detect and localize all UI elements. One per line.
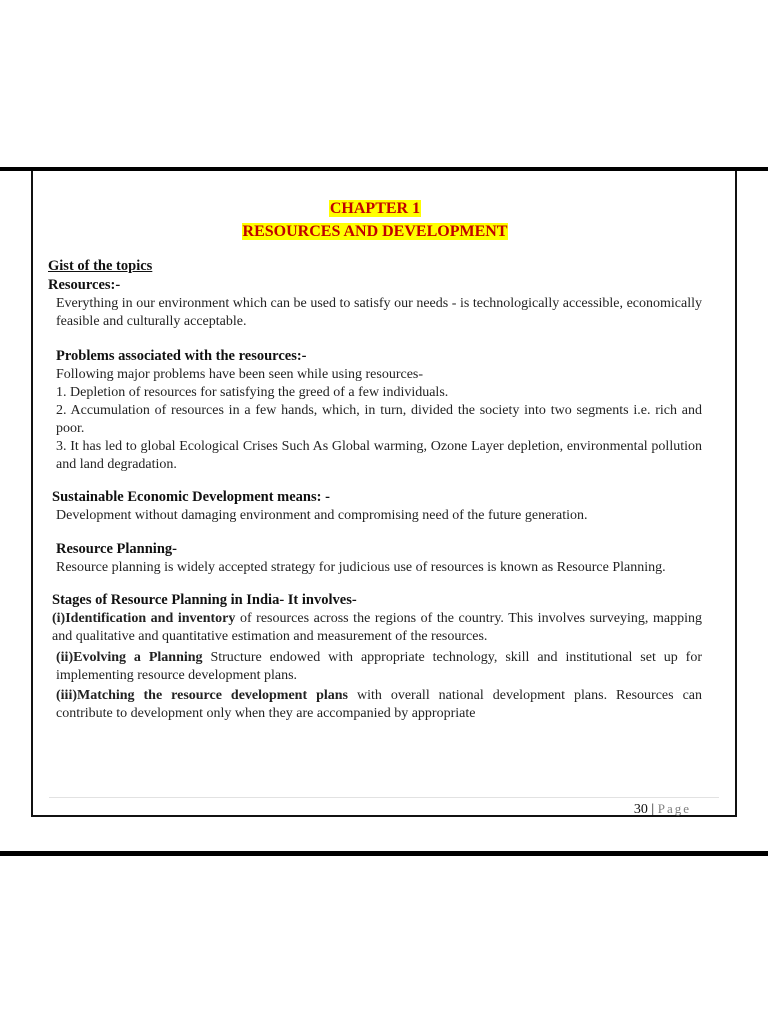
sustainable-heading: Sustainable Economic Development means: -: [52, 489, 330, 505]
planning-definition: Resource planning is widely accepted strategy for judicious use of resources is known as Resource Planning.: [56, 560, 666, 575]
problems-heading: Problems associated with the resources:-: [56, 348, 307, 364]
resources-definition: Everything in our environment which can be used to satisfy our needs - is technologically accessible, economically feasible and culturally acceptable.: [56, 296, 702, 329]
stage-item: [48, 649, 702, 685]
sustainable-definition: Development without damaging environment and compromising need of the future generation.: [56, 508, 588, 523]
page-label: Page: [657, 801, 691, 816]
problem-item: 1. Depletion of resources for satisfying the greed of a few individuals.: [56, 385, 449, 400]
stage-item-title: (iii)Matching the resource development plans: [56, 688, 349, 703]
stage-item: [48, 687, 702, 723]
stage-item: [48, 610, 702, 646]
stage-item-text: with overall national development plans. Resources can contribute to development only when they are accompanied by appropriate: [56, 688, 702, 721]
planning-heading: Resource Planning-: [56, 541, 177, 557]
stage-item-title: (ii)Evolving a Planning: [56, 650, 203, 665]
stage-item-title: (i)Identification and inventory: [52, 611, 236, 626]
resources-heading: Resources:-: [48, 277, 121, 293]
stage-item-text: Structure endowed with appropriate technology, skill and institutional set up for implementing resource development plans.: [56, 650, 702, 683]
page-footer: [634, 800, 691, 819]
page-separator: |: [651, 802, 655, 817]
chapter-title: RESOURCES AND DEVELOPMENT: [242, 223, 508, 240]
stages-heading: Stages of Resource Planning in India- It involves-: [52, 592, 357, 608]
bottom-rule: [0, 851, 768, 856]
footer-divider: [49, 797, 719, 798]
document-page: [31, 171, 737, 817]
problem-item: 3. It has led to global Ecological Crises Such As Global warming, Ozone Layer depletion, environmental pollution and land degradation.: [56, 439, 702, 472]
page-content: [48, 197, 702, 723]
problems-intro: Following major problems have been seen while using resources-: [56, 367, 424, 382]
gist-heading: Gist of the topics: [48, 258, 153, 274]
page-number: 30: [633, 802, 648, 817]
stage-item-text: of resources across the regions of the country. This involves surveying, mapping and qualitative and quantitative estimation and measurement of the resources.: [52, 611, 702, 644]
problem-item: 2. Accumulation of resources in a few hands, which, in turn, divided the society into two segments i.e. rich and poor.: [56, 403, 702, 436]
chapter-number: CHAPTER 1: [329, 200, 421, 217]
chapter-header: [48, 197, 702, 243]
